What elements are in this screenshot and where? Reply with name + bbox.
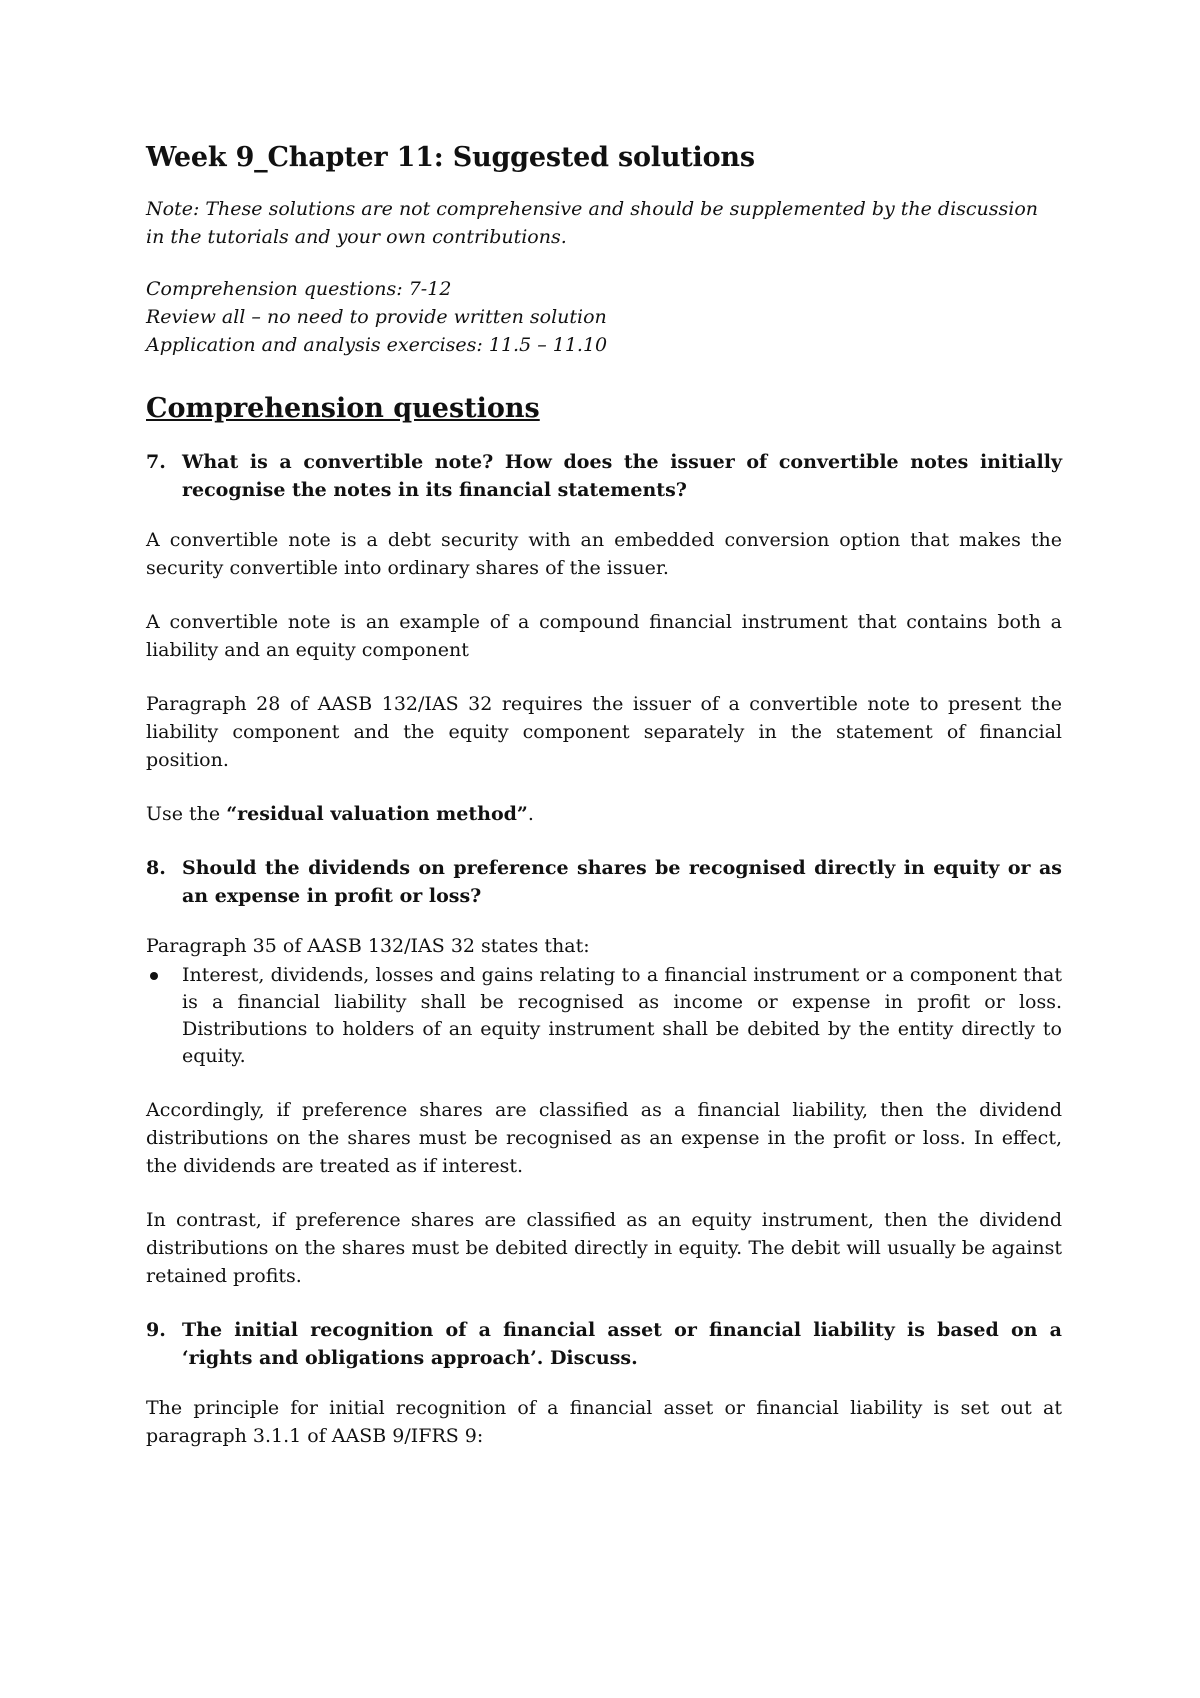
- question-number: 8.: [146, 857, 166, 879]
- scope-line-1: Comprehension questions: 7-12: [146, 278, 452, 300]
- answer-paragraph: A convertible note is an example of a compound financial instrument that contains both a liability and an equity component: [146, 611, 1062, 661]
- question-8: [146, 854, 1062, 910]
- question-number: 9.: [146, 1319, 166, 1341]
- question-number: 7.: [146, 451, 166, 473]
- question-text: The initial recognition of a financial asset or financial liability is based on a ‘rights and obligations approach’. Discuss.: [182, 1319, 1062, 1369]
- bullet-icon: [146, 962, 182, 1070]
- answer-paragraph: The principle for initial recognition of a financial asset or financial liability is set out at paragraph 3.1.1 of AASB 9/IFRS 9:: [146, 1397, 1062, 1447]
- answer-paragraph: Paragraph 35 of AASB 132/IAS 32 states that:: [146, 935, 590, 957]
- bullet-text: Interest, dividends, losses and gains relating to a financial instrument or a component that is a financial liability shall be recognised as income or expense in profit or loss. Distributions to holders of an equity instrument shall be debited by the entity directly to equity.: [182, 964, 1062, 1067]
- question-text: What is a convertible note? How does the issuer of convertible notes initially recognise the notes in its financial statements?: [182, 451, 1062, 501]
- residual-method-term: “residual valuation method”: [226, 803, 528, 825]
- question-text: Should the dividends on preference shares be recognised directly in equity or as an expense in profit or loss?: [182, 857, 1062, 907]
- bullet-item: [146, 962, 1062, 1070]
- answer-paragraph: A convertible note is a debt security with an embedded conversion option that makes the security convertible into ordinary shares of the issuer.: [146, 529, 1062, 579]
- question-9: [146, 1316, 1062, 1372]
- intro-block: [146, 195, 1062, 359]
- answer-paragraph: Accordingly, if preference shares are classified as a financial liability, then the dividend distributions on the shares must be recognised as an expense in the profit or loss. In effect, the dividends are treated as if interest.: [146, 1099, 1062, 1177]
- page-title: Week 9_Chapter 11: Suggested solutions: [146, 142, 755, 173]
- question-7: [146, 448, 1062, 504]
- answer-paragraph: In contrast, if preference shares are classified as an equity instrument, then the dividend distributions on the shares must be debited directly in equity. The debit will usually be against retained profits.: [146, 1209, 1062, 1287]
- text-prefix: Use the: [146, 803, 227, 825]
- text-suffix: .: [527, 803, 534, 825]
- scope-line-2: Review all – no need to provide written solution: [146, 306, 607, 328]
- scope-line-3: Application and analysis exercises: 11.5 – 11.10: [146, 334, 608, 356]
- answer-paragraph: [146, 800, 1062, 828]
- section-heading: Comprehension questions: [146, 393, 540, 424]
- answer-paragraph: Paragraph 28 of AASB 132/IAS 32 requires the issuer of a convertible note to present the liability component and the equity component separately in the statement of financial position.: [146, 693, 1062, 771]
- note-text: Note: These solutions are not comprehensive and should be supplemented by the discussion in the tutorials and your own contributions.: [146, 198, 1039, 248]
